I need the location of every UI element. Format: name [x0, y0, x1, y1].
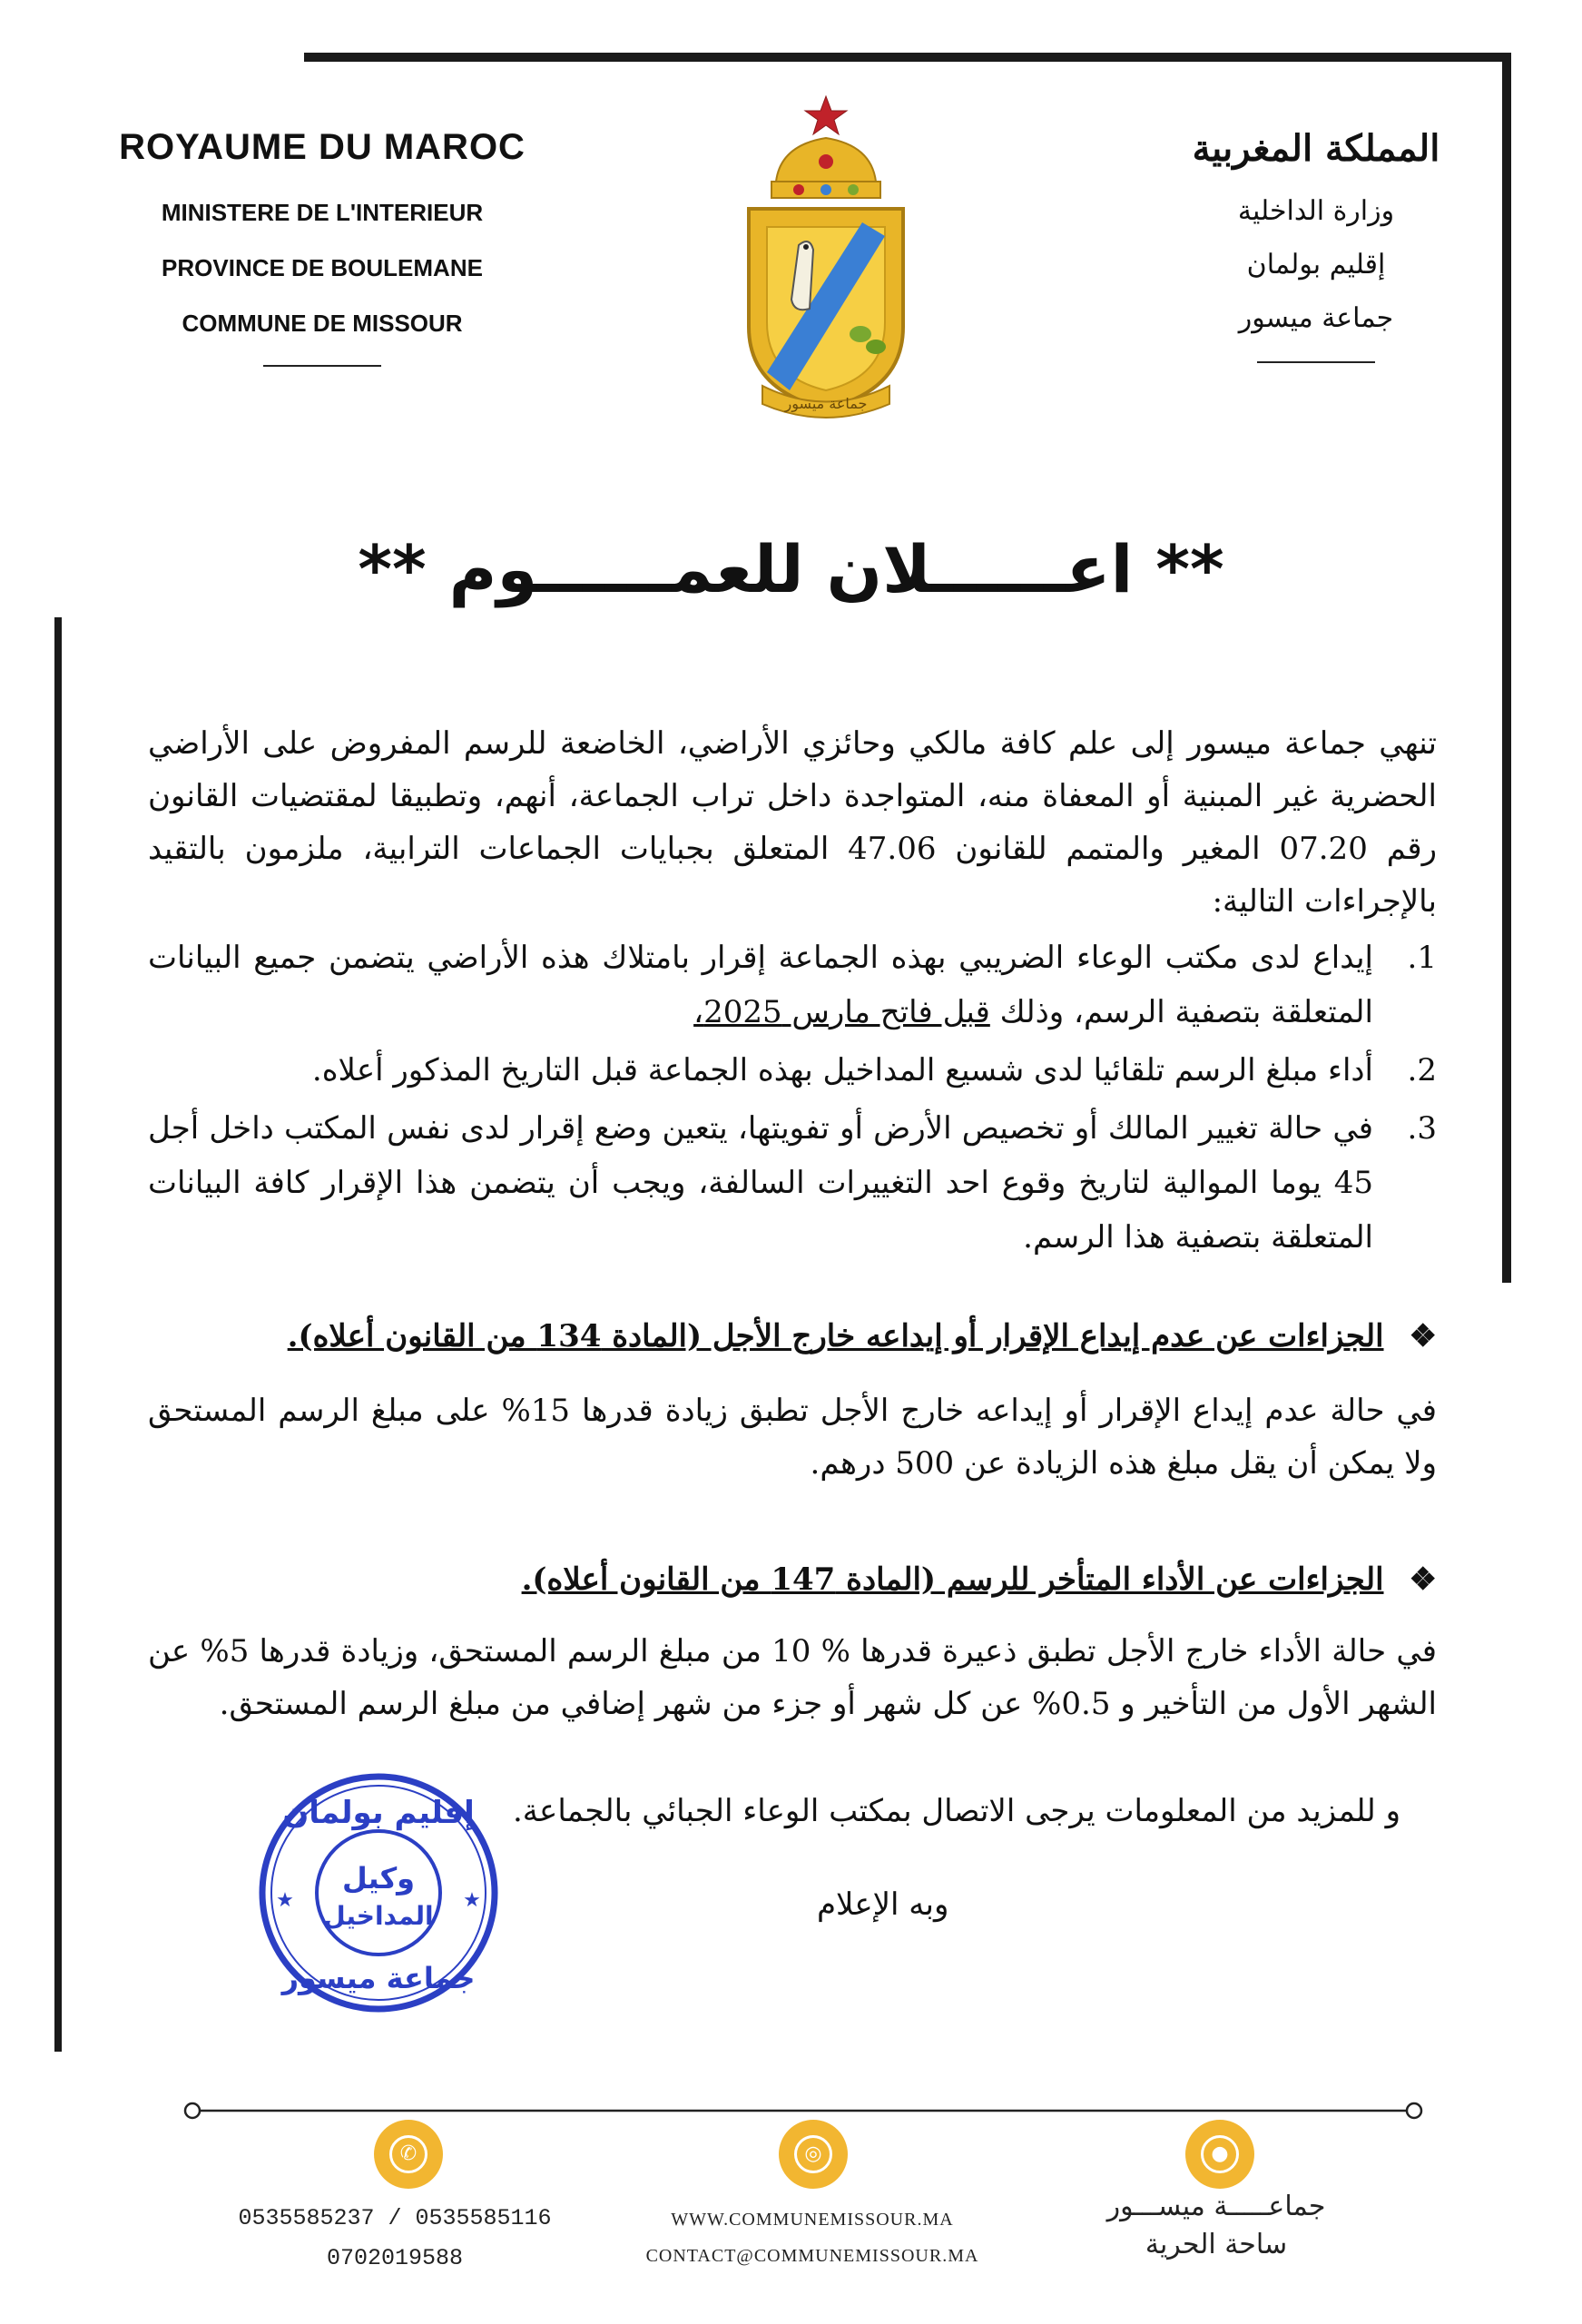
commune-fr: COMMUNE DE MISSOUR [182, 310, 463, 337]
address-line2: ساحة الحرية [1145, 2229, 1288, 2260]
phone-icon: ✆ [374, 2120, 443, 2189]
province-fr: PROVINCE DE BOULEMANE [162, 254, 483, 281]
stamp-star-icon: ★ [463, 1889, 481, 1912]
section-heading-late-payment: ❖الجزاءات عن الأداء المتأخر للرسم (المادة 147 من القانون أعلاه). [521, 1561, 1437, 1598]
phone-numbers-line2: 0702019588 [326, 2245, 464, 2271]
list-item-text: إيداع لدى مكتب الوعاء الضريبي بهذه الجماعة إقرار بامتلاك هذه الأراضي يتضمن جميع البيانات المتعلقة بتصفية الرسم، وذلك [148, 940, 1373, 1030]
ministry-ar: وزارة الداخلية [1237, 195, 1395, 227]
commune-emblem-logo [726, 91, 926, 427]
phone-numbers-line1: 0535585237 / 0535585116 [238, 2205, 552, 2231]
email-link[interactable]: CONTACT@COMMUNEMISSOUR.MA [645, 2246, 979, 2266]
header-divider [1257, 361, 1375, 363]
page-title: ** اعــــــلان للعمــــــوم ** [358, 531, 1224, 607]
list-item [148, 931, 1437, 1039]
intro-paragraph: تنهي جماعة ميسور إلى علم كافة مالكي وحائزي الأراضي، الخاضعة للرسم المفروض على الأراضي الحضرية غير المبنية أو المعفاة منه، المتواجدة داخل تراب الجماعة، أنهم، وتطبيقا لمقتضيات القانون رقم 07.20 المغير والمتمم للقانون 47.06 المتعلق بجبايات الجماعات الترابية، ملزمون بالتقيد بالإجراءات التالية: [148, 725, 1437, 920]
footer-address [1035, 2188, 1398, 2264]
frame-border-right [1502, 53, 1511, 1283]
stamp-center-line1: وكيل [341, 1861, 416, 1896]
address-line1: جماعـــــة ميســـور [1106, 2191, 1326, 2222]
ministry-fr: MINISTERE DE L'INTERIEUR [161, 199, 484, 226]
country-ar: المملكة المغربية [1192, 127, 1440, 170]
list-item [148, 1043, 1437, 1098]
list-item-text: في حالة تغيير المالك أو تخصيص الأرض أو تفويتها، يتعين وضع إقرار لدى نفس المكتب داخل أجل 45 يوما الموالية لتاريخ وقوع احد التغييرات السالفة، ويجب أن يتضمن هذا الإقرار كافة البيانات المتعلقة بتصفية هذا الرسم. [148, 1110, 1373, 1256]
diamond-bullet-icon: ❖ [1409, 1561, 1437, 1598]
header-arabic [1144, 127, 1489, 363]
stamp-outer-top: إقليم بولمان [282, 1795, 475, 1831]
header-divider [263, 365, 381, 367]
header-french [82, 127, 563, 367]
list-item-number: 2. [1407, 1052, 1437, 1088]
procedures-list [148, 931, 1437, 1268]
province-ar: إقليم بولمان [1246, 249, 1386, 281]
commune-ar: جماعة ميسور [1238, 302, 1394, 334]
section-paragraph-penalties-declaration: في حالة عدم إيداع الإقرار أو إيداعه خارج الأجل تطبق زيادة قدرها 15% على مبلغ الرسم المستحق ولا يمكن أن يقل مبلغ هذه الزيادة عن 500 درهم. [148, 1393, 1437, 1482]
frame-border-left [54, 617, 62, 2052]
stamp-star-icon: ★ [276, 1889, 294, 1912]
frame-border-top [304, 53, 1511, 62]
globe-icon: ◎ [779, 2120, 848, 2189]
sign-off: وبه الإعلام [817, 1886, 949, 1923]
section-paragraph-late-payment: في حالة الأداء خارج الأجل تطبق ذعيرة قدرها % 10 من مبلغ الرسم المستحق، وزيادة قدرها 5% عن الشهر الأول من التأخير و 0.5% عن كل شهر أو جزء من شهر إضافي من مبلغ الرسم المستحق. [148, 1633, 1437, 1722]
list-item [148, 1101, 1437, 1265]
location-pin-icon: ● [1185, 2120, 1254, 2189]
list-item-number: 1. [1407, 940, 1437, 976]
website-link[interactable]: WWW.COMMUNEMISSOUR.MA [671, 2210, 954, 2230]
stamp-center-line2: المداخيل [323, 1901, 434, 1931]
list-item-text: أداء مبلغ الرسم تلقائيا لدى شسيع المداخيل بهذه الجماعة قبل التاريخ المذكور أعلاه. [311, 1052, 1373, 1088]
diamond-bullet-icon: ❖ [1409, 1318, 1437, 1354]
list-item-number: 3. [1407, 1110, 1437, 1147]
official-stamp [256, 1770, 501, 2015]
stamp-outer-bottom: جماعة ميسور [281, 1961, 476, 1995]
deadline-text: قبل فاتح مارس 2025، [693, 994, 990, 1030]
country-fr: ROYAUME DU MAROC [119, 127, 526, 167]
footer-web [626, 2201, 998, 2274]
emblem-ribbon-label: جماعة ميسور [784, 395, 868, 412]
closing-contact-note: و للمزيد من المعلومات يرجى الاتصال بمكتب الوعاء الجبائي بالجماعة. [513, 1793, 1400, 1829]
footer-phones [231, 2199, 558, 2279]
section-heading-penalties-declaration: ❖الجزاءات عن عدم إيداع الإقرار أو إيداعه خارج الأجل (المادة 134 من القانون أعلاه). [287, 1318, 1437, 1354]
